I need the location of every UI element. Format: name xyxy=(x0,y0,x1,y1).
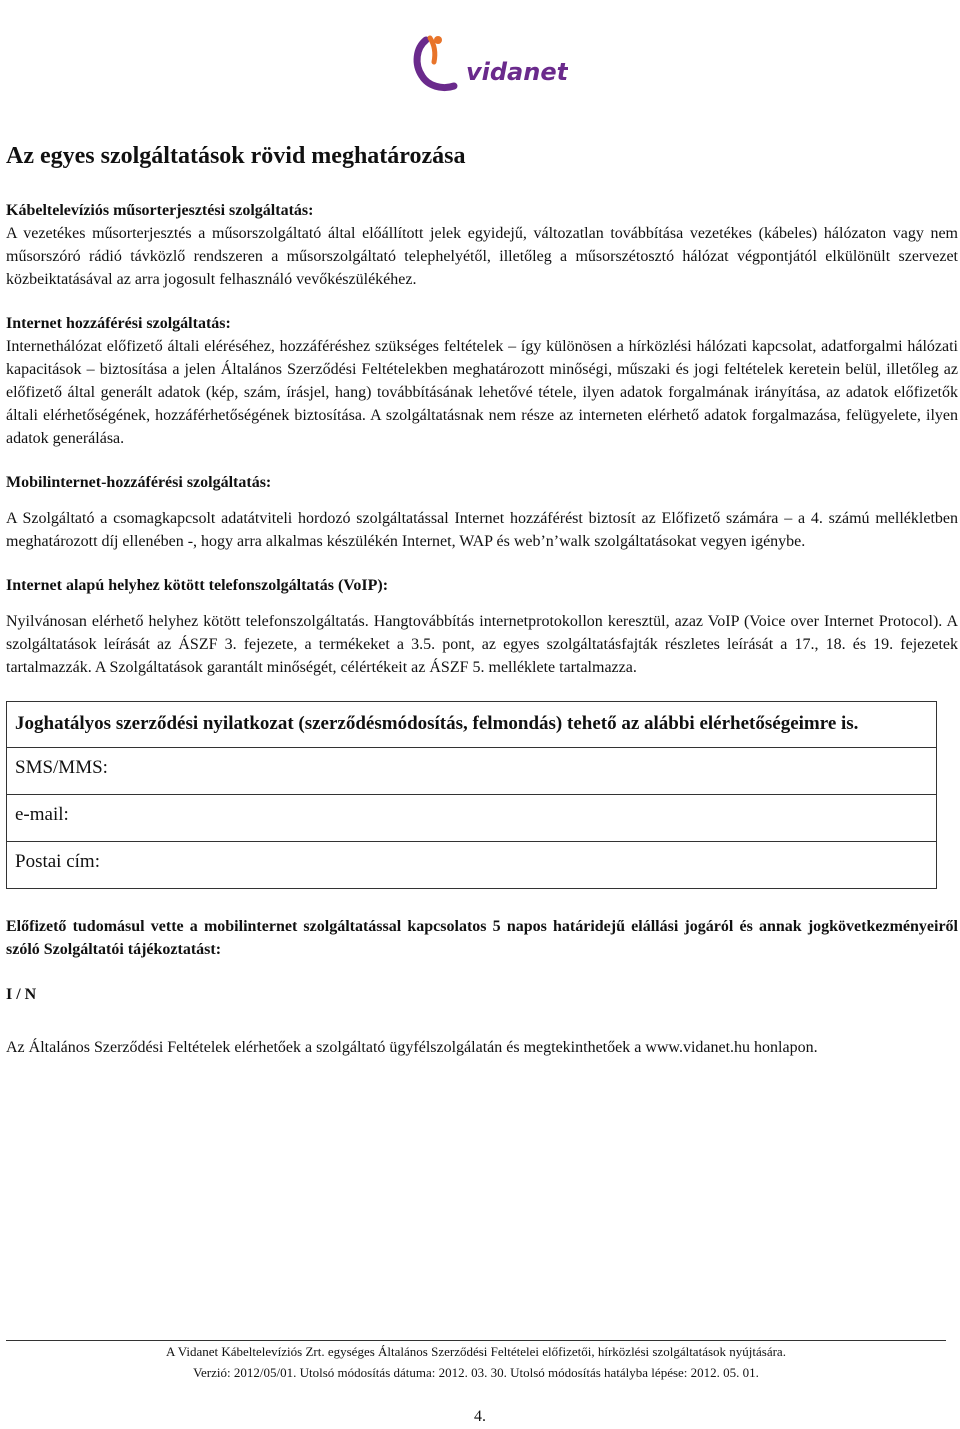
section-heading: Internet hozzáférési szolgáltatás: xyxy=(6,315,231,332)
section-voip xyxy=(6,575,958,679)
vidanet-logo-graphic xyxy=(408,34,568,96)
section-cable-tv xyxy=(6,200,958,291)
closing-text: Az Általános Szerződési Feltételek elérhetőek a szolgáltató ügyfélszolgálatán és megtekinthetőek a www.vidanet.hu honlapon. xyxy=(6,1039,818,1056)
choice xyxy=(6,983,958,1006)
page-number: 4. xyxy=(474,1408,486,1425)
section-text: Internethálózat előfizető általi eléréséhez, hozzáféréshez szükséges feltételek – így különösen a hírközlési hálózati kapcsolat, adatforgalmi hálózati kapacitások – biztosítása a jelen Általános Szerződési Feltételekben meghatározott minőségi, műszaki és jogi feltételek keretein belül, illetőleg az előfizető által generált adatok (kép, szám, írásjel, hang) továbbításának lehetővé tétele, ilyen adatok forgalmának irányítása, az adatok előfizetők általi elérhetőségének, hozzáférhetőségének biztosítása. A szolgáltatásnak nem része az interneten elérhető adatok forgalmazása, felügyelete, ilyen adatok generálása. xyxy=(6,338,958,447)
section-mobile-internet xyxy=(6,472,958,553)
section-heading: Mobilinternet-hozzáférési szolgáltatás: xyxy=(6,474,272,491)
closing xyxy=(6,1036,958,1059)
section-text: A vezetékes műsorterjesztés a műsorszolgáltató által előállított jelek egyidejű, változatlan továbbítása vezetékes (kábeles) hálózaton vagy nem műsorszóró rádió távközlő rendszeren a műsorszolgáltató telephelyétől, illetőleg a műsorszétosztó hálózat végpontjától elkülönült szervezet közbeiktatásával az arra jogosult felhasználó vevőkészülékéhez. xyxy=(6,225,958,288)
section-heading: Kábeltelevíziós műsorterjesztési szolgáltatás: xyxy=(6,202,314,219)
email-field[interactable]: e-mail: xyxy=(7,794,936,841)
page-footer xyxy=(6,1340,946,1383)
footer-line-2: Verzió: 2012/05/01. Utolsó módosítás dátuma: 2012. 03. 30. Utolsó módosítás hatályba lépése: 2012. 05. 01. xyxy=(193,1365,759,1380)
vidanet-logo xyxy=(408,34,568,96)
yes-no-choice[interactable]: I / N xyxy=(6,986,37,1003)
footer-line-1: A Vidanet Kábeltelevíziós Zrt. egységes Általános Szerződési Feltételei előfizetői, hírközlési szolgáltatások nyújtására. xyxy=(166,1344,786,1359)
contact-declaration-box xyxy=(6,701,937,889)
sms-mms-field[interactable]: SMS/MMS: xyxy=(7,747,936,794)
acknowledgement xyxy=(6,915,958,961)
document-body xyxy=(6,142,958,1081)
box-heading: Joghatályos szerződési nyilatkozat (szerződésmódosítás, felmondás) tehető az alábbi elérhetőségeimre is. xyxy=(15,713,859,734)
section-heading: Internet alapú helyhez kötött telefonszolgáltatás (VoIP): xyxy=(6,577,389,594)
section-text: A Szolgáltató a csomagkapcsolt adatátviteli hordozó szolgáltatással Internet hozzáférést biztosít az Előfizető számára – a 4. számú mellékletben meghatározott díj ellenében -, hogy arra alkalmas készülékén Internet, WAP és web’n’walk szolgáltatásokat vegyen igénybe. xyxy=(6,510,958,550)
postal-address-field[interactable]: Postai cím: xyxy=(7,841,936,888)
acknowledgement-text: Előfizető tudomásul vette a mobilinternet szolgáltatással kapcsolatos 5 napos határidejű elállási jogáról és annak jogkövetkezményeiről szóló Szolgáltatói tájékoztatást: xyxy=(6,918,958,958)
section-text: Nyilvánosan elérhető helyhez kötött telefonszolgáltatás. Hangtovábbítás internetprotokollon keresztül, azaz VoIP (Voice over Internet Protocol). A szolgáltatások leírását az ÁSZF 3. fejezete, a termékeket a 3.5. pont, az egyes szolgáltatásfajták részletes leírását a 17., 18. és 19. fejezetek tartalmazzák. A Szolgáltatások garantált minőségét, célértékeit az ÁSZF 5. melléklete tartalmazza. xyxy=(6,613,958,676)
page-title: Az egyes szolgáltatások rövid meghatározása xyxy=(6,143,466,169)
section-internet xyxy=(6,313,958,450)
logo-text: vidanet xyxy=(466,58,568,86)
